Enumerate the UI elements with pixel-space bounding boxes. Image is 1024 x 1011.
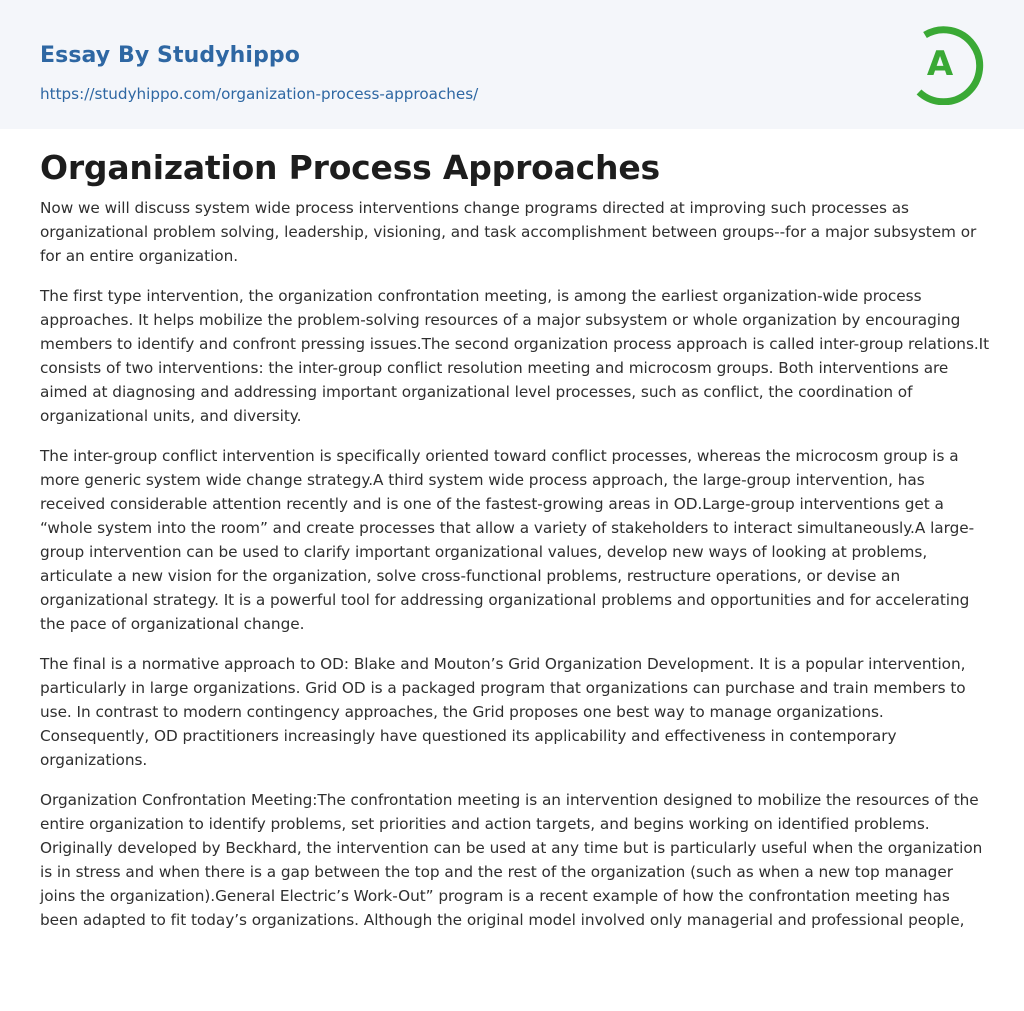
logo-letter: A (926, 44, 954, 84)
page-header (0, 0, 1024, 129)
site-brand[interactable]: Essay By Studyhippo (40, 43, 300, 68)
page-title: Organization Process Approaches (40, 148, 660, 187)
source-url-link[interactable]: https://studyhippo.com/organization-process-approaches/ (40, 85, 479, 103)
article-paragraph: Now we will discuss system wide process interventions change programs directed at improving such processes as organizational problem solving, leadership, visioning, and task accomplishment between groups--for a major subsystem or for an entire organization. (40, 199, 977, 265)
article-paragraph: The inter-group conflict intervention is specifically oriented toward conflict processes, whereas the microcosm group is a more generic system wide change strategy.A third system wide process approach, the large-group intervention, has received considerable attention recently and is one of the fastest-growing areas in OD.Large-group interventions get a “whole system into the room” and create processes that allow a variety of stakeholders to interact simultaneously.A large-group intervention can be used to clarify important organizational values, develop new ways of looking at problems, articulate a new vision for the organization, solve cross-functional problems, restructure operations, or devise an organizational strategy. It is a powerful tool for addressing organizational problems and opportunities and for accelerating the pace of organizational change. (40, 447, 975, 633)
article-paragraph: The final is a normative approach to OD: Blake and Mouton’s Grid Organization Development. It is a popular intervention, particularly in large organizations. Grid OD is a packaged program that organizations can purchase and train members to use. In contrast to modern contingency approaches, the Grid proposes one best way to manage organizations. Consequently, OD practitioners increasingly have questioned its applicability and effectiveness in contemporary organizations. (40, 655, 966, 769)
article-body (40, 142, 990, 948)
article-paragraph: Organization Confrontation Meeting:The confrontation meeting is an intervention designed to mobilize the resources of the entire organization to identify problems, set priorities and action targets, and begins working on identified problems. Originally developed by Beckhard, the intervention can be used at any time but is particularly useful when the organization is in stress and when there is a gap between the top and the rest of the organization (such as when a new top manager joins the organization).General Electric’s Work-Out” program is a recent example of how the confrontation meeting has been adapted to fit today’s organizations. Although the original model involved only managerial and professional people, (40, 791, 983, 929)
studyhippo-logo-icon[interactable] (912, 19, 986, 105)
article-paragraph: The first type intervention, the organization confrontation meeting, is among the earliest organization-wide process approaches. It helps mobilize the problem-solving resources of a major subsystem or whole organization by encouraging members to identify and confront pressing issues.The second organization process approach is called inter-group relations.It consists of two interventions: the inter-group conflict resolution meeting and microcosm groups. Both interventions are aimed at diagnosing and addressing important organizational level processes, such as conflict, the coordination of organizational units, and diversity. (40, 287, 990, 425)
